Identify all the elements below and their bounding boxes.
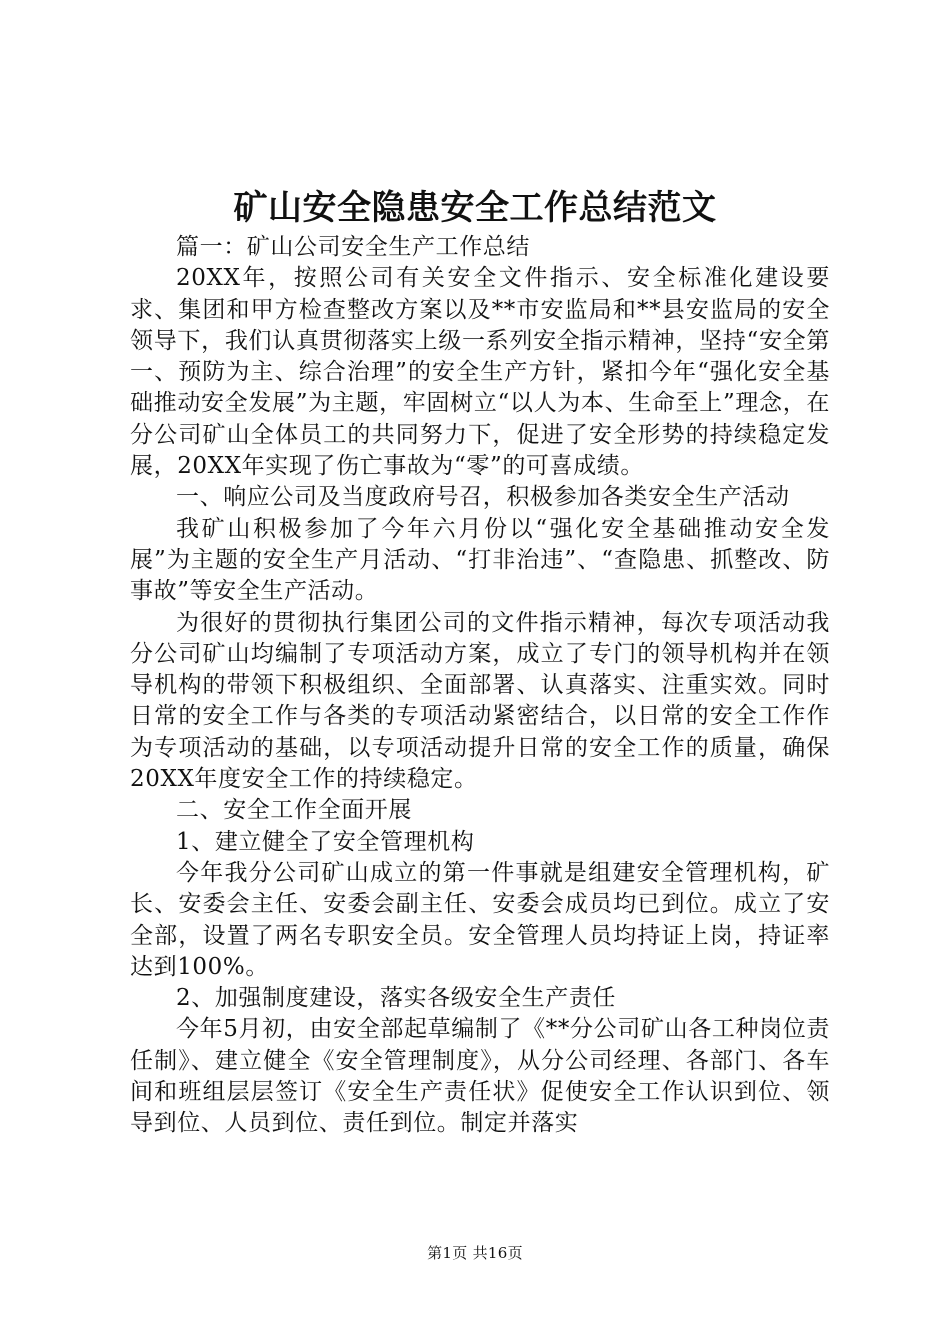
section-heading-one: 一、响应公司及当度政府号召，积极参加各类安全生产活动 [176, 484, 790, 511]
document-body [130, 232, 830, 1140]
management-organization-paragraph: 今年我分公司矿山成立的第一件事就是组建安全管理机构，矿长、安委会主任、安委会副主任、安委会成员均已到位。成立了安全部，设置了两名专职安全员。安全管理人员均持证上岗，持证率达到100%。 [130, 859, 830, 980]
page-number-footer: 第1页 共16页 [427, 1244, 523, 1262]
special-activities-paragraph: 为很好的贯彻执行集团公司的文件指示精神，每次专项活动我分公司矿山均编制了专项活动方案，成立了专门的领导机构并在领导机构的带领下积极组织、全面部署、认真落实、注重实效。同时日常的安全工作与各类的专项活动紧密结合，以日常的安全工作作为专项活动的基础，以专项活动提升日常的安全工作的质量，确保20XX年度安全工作的持续稳定。 [130, 609, 830, 793]
section-heading-two: 二、安全工作全面开展 [176, 797, 412, 824]
system-construction-paragraph: 今年5月初，由安全部起草编制了《**分公司矿山各工种岗位责任制》、建立健全《安全管理制度》，从分公司经理、各部门、各车间和班组层层签订《安全生产责任状》促使安全工作认识到位、领导到位、人员到位、责任到位。制定并落实 [130, 1016, 830, 1137]
document-title: 矿山安全隐患安全工作总结范文 [233, 188, 717, 228]
section-heading-part-one: 篇一：矿山公司安全生产工作总结 [176, 234, 530, 260]
activities-paragraph: 我矿山积极参加了今年六月份以“强化安全基础推动安全发展”为主题的安全生产月活动、“打非治违”、“查隐患、抓整改、防事故”等安全生产活动。 [130, 515, 830, 605]
subheading-management-organization: 1、建立健全了安全管理机构 [176, 828, 475, 855]
subheading-system-construction: 2、加强制度建设，落实各级安全生产责任 [176, 985, 617, 1012]
intro-paragraph: 20XX年，按照公司有关安全文件指示、安全标准化建设要求、集团和甲方检查整改方案以及**市安监局和**县安监局的安全领导下，我们认真贯彻落实上级一系列安全指示精神，坚持“安全第一、预防为主、综合治理”的安全生产方针，紧扣今年“强化安全基础推动安全发展”为主题，牢固树立“以人为本、生命至上”理念，在分公司矿山全体员工的共同努力下，促进了安全形势的持续稳定发展，20XX年实现了伤亡事故为“零”的可喜成绩。 [130, 265, 830, 480]
